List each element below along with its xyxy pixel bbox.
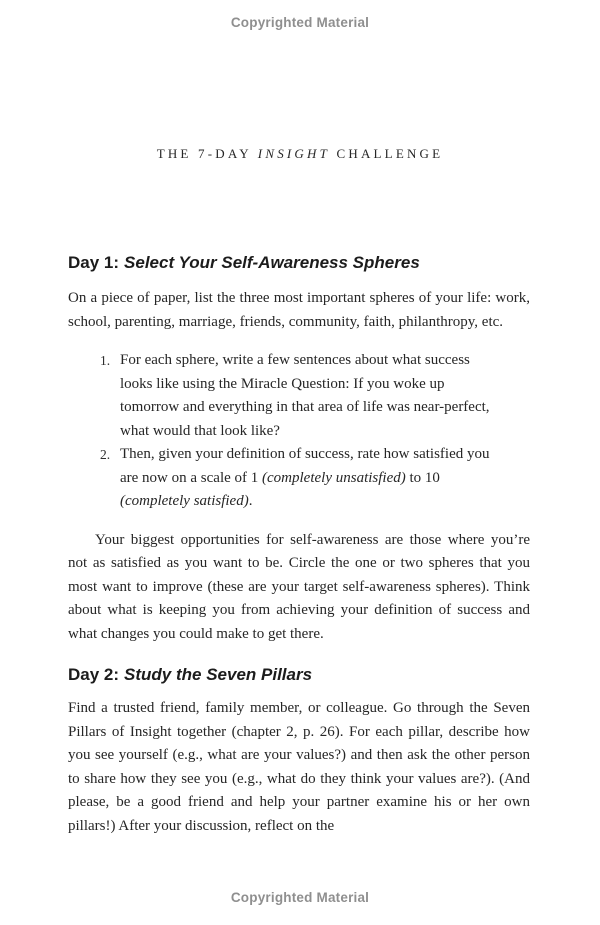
running-head xyxy=(0,146,600,162)
list-item-2-text xyxy=(120,443,494,514)
running-head-pre: THE 7-DAY xyxy=(156,146,258,161)
list-item-2-italic1: (completely unsatisfied) xyxy=(262,469,406,486)
list-item-1-text: For each sphere, write a few sentences about what success looks like using the Miracle Question: If you woke up tomorrow and everything in that area of life was near-perfect, what would that look like? xyxy=(120,352,490,439)
copyright-notice-bottom: Copyrighted Material xyxy=(230,890,370,905)
day2-title: Study the Seven Pillars xyxy=(124,665,313,684)
day2-paragraph: Find a trusted friend, family member, or colleague. Go through the Seven Pillars of Insight together (chapter 2, p. 26). For each pillar, describe how you see yourself (e.g., what are your values?) and then ask the other person to share how they see you (e.g., what do they think your values are?). (And please, be a good friend and help your partner examine his or her own pillars!) After your discussion, reflect on the xyxy=(68,700,530,834)
day1-title: Select Your Self-Awareness Spheres xyxy=(124,253,420,272)
running-head-book-title: INSIGHT xyxy=(257,146,331,161)
day1-closing-paragraph: Your biggest opportunities for self-awareness are those where you’re not as satisfied as you want to be. Circle the one or two spheres that you most want to improve (these are your target self-awareness spheres). Think about what is keeping you from achieving your definition of success and what changes you could make to get there. xyxy=(68,531,530,642)
page-body xyxy=(68,252,530,853)
list-item-1 xyxy=(100,349,494,443)
list-item-2-italic2: (completely satisfied) xyxy=(120,493,249,509)
list-item-2 xyxy=(100,443,494,514)
list-item-2-number: 2. xyxy=(100,447,111,462)
list-item-2-seg2: to 10 xyxy=(405,469,440,486)
day1-steps-list xyxy=(100,349,494,514)
list-item-2-seg3: . xyxy=(248,493,253,509)
running-head-post: CHALLENGE xyxy=(330,146,444,161)
day1-label: Day 1: xyxy=(68,253,120,272)
day1-heading xyxy=(68,252,530,274)
day2-heading xyxy=(68,664,530,686)
day2-label: Day 2: xyxy=(68,665,120,684)
list-item-1-number: 1. xyxy=(100,353,111,368)
day1-intro-paragraph: On a piece of paper, list the three most important spheres of your life: work, school, parenting, marriage, friends, community, faith, philanthropy, etc. xyxy=(68,290,530,330)
copyright-notice-top: Copyrighted Material xyxy=(230,15,370,30)
list-item-2-seg1: Then, given your definition of success, rate how satisfied you are now on a scale of 1 xyxy=(120,446,490,486)
